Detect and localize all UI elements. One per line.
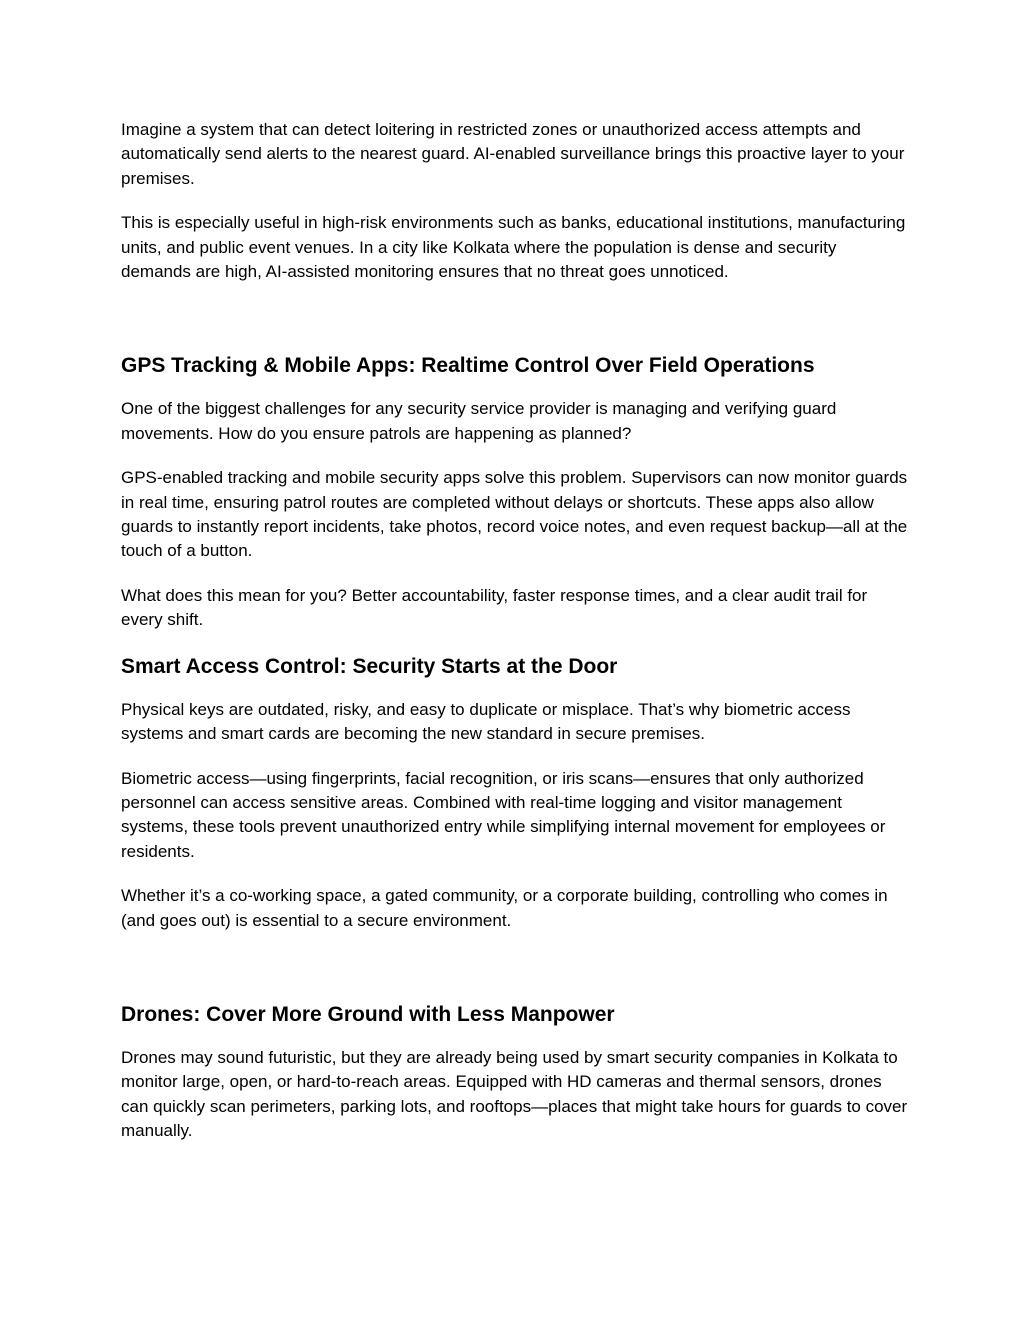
document-page [121, 118, 911, 1164]
gps-heading: GPS Tracking & Mobile Apps: Realtime Control Over Field Operations [121, 354, 815, 378]
access-paragraph-1: Physical keys are outdated, risky, and easy to duplicate or misplace. That’s why biometric access systems and smart cards are becoming the new standard in secure premises. [121, 699, 851, 744]
gps-paragraph-1: One of the biggest challenges for any security service provider is managing and verifying guard movements. How do you ensure patrols are happening as planned? [121, 399, 837, 443]
access-paragraph-3: Whether it’s a co-working space, a gated community, or a corporate building, controlling who comes in (and goes out) is essential to a secure environment. [121, 886, 888, 930]
drones-heading: Drones: Cover More Ground with Less Manpower [121, 1002, 615, 1026]
access-paragraph-2: Biometric access—using fingerprints, facial recognition, or iris scans—ensures that only authorized personnel can access sensitive areas. Combined with real-time logging and visitor management systems, these tools prevent unauthorized entry while simplifying internal movement for employees or residents. [121, 768, 886, 861]
gps-paragraph-3: What does this mean for you? Better accountability, faster response times, and a clear audit trail for every shift. [121, 585, 868, 630]
access-heading: Smart Access Control: Security Starts at the Door [121, 654, 618, 678]
drones-paragraph-1: Drones may sound futuristic, but they are already being used by smart security companies in Kolkata to monitor large, open, or hard-to-reach areas. Equipped with HD cameras and thermal sensors, drones can quickly scan perimeters, parking lots, and rooftops—places that might take hours for guards to cover manually. [121, 1047, 908, 1141]
intro-paragraph-1: Imagine a system that can detect loitering in restricted zones or unauthorized access attempts and automatically send alerts to the nearest guard. AI-enabled surveillance brings this proactive layer to your premises. [121, 120, 905, 188]
intro-paragraph-2: This is especially useful in high-risk environments such as banks, educational institutions, manufacturing units, and public event venues. In a city like Kolkata where the population is dense and security demands are high, AI-assisted monitoring ensures that no threat goes unnoticed. [121, 213, 906, 282]
gps-paragraph-2: GPS-enabled tracking and mobile security apps solve this problem. Supervisors can now monitor guards in real time, ensuring patrol routes are completed without delays or shortcuts. These apps also allow guards to instantly report incidents, take photos, record voice notes, and even request backup—all at the touch of a button. [121, 468, 908, 561]
